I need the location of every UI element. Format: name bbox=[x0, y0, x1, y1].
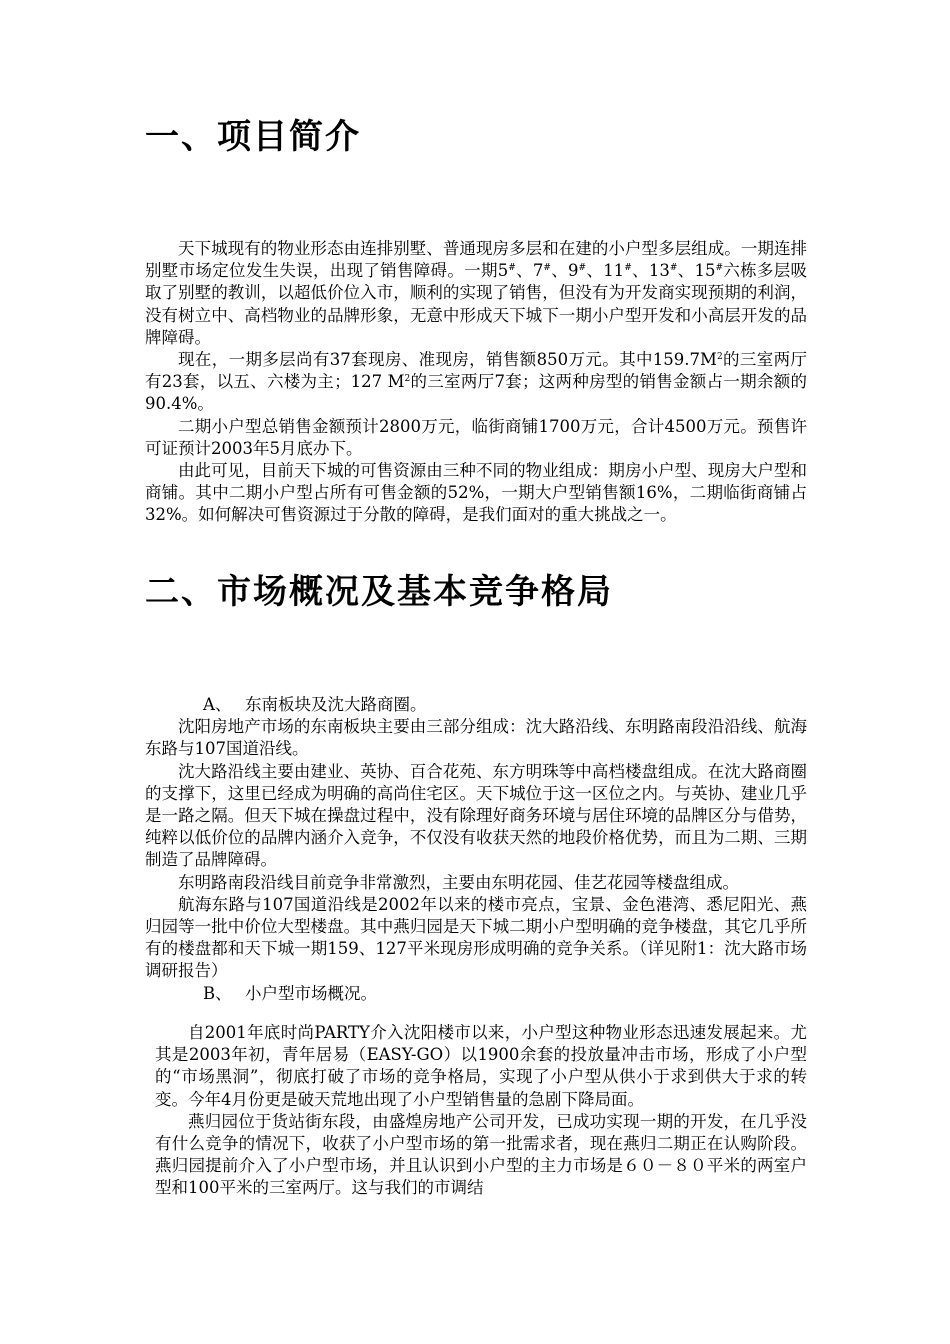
paragraph: 燕归园位于货站街东段，由盛煌房地产公司开发，已成功实现一期的开发，在几乎没有什么竞争的情况下，收获了小户型市场的第一批需求者，现在燕归二期正在认购阶段。燕归园提前介入了小户型市场，并且认识到小户型的主力市场是６０－８０平米的两室户型和100平米的三室两厅。这与我们的市调结 bbox=[155, 1111, 807, 1198]
list-item: A、 东南板块及沈大路商圈。 bbox=[203, 695, 427, 714]
section1-body bbox=[145, 238, 807, 527]
list-item: B、 小户型市场概况。 bbox=[203, 983, 377, 1003]
paragraph: 由此可见，目前天下城的可售资源由三种不同的物业组成：期房小户型、现房大户型和商铺。其中二期小户型占所有可售金额的52%，一期大户型销售额16%，二期临街商铺占32%。如何解决可售资源过于分散的障碍，是我们面对的重大挑战之一。 bbox=[145, 461, 807, 525]
section2-body bbox=[145, 694, 807, 1005]
paragraph: 东明路南段沿线目前竞争非常激烈，主要由东明花园、佳艺花园等楼盘组成。 bbox=[178, 872, 739, 892]
paragraph: 航海东路与107国道沿线是2002年以来的楼市亮点，宝景、金色港湾、悉尼阳光、燕归园等一批中价位大型楼盘。其中燕归园是天下城二期小户型明确的竞争楼盘，其它几乎所有的楼盘都和天下城一期159、127平米现房形成明确的竞争关系。（详见附1：沈大路市场调研报告） bbox=[145, 894, 807, 981]
paragraph: 天下城现有的物业形态由连排别墅、普通现房多层和在建的小户型多层组成。一期连排别墅市场定位发生失误，出现了销售障碍。一期5#、7#、9#、11#、13#、15#六栋多层吸取了别墅的教训，以超低价位入市，顺利的实现了销售，但没有为开发商实现预期的利润，没有树立中、高档物业的品牌形象，无意中形成天下城下一期小户型开发和小高层开发的品牌障碍。 bbox=[145, 239, 808, 347]
paragraph: 沈大路沿线主要由建业、英协、百合花苑、东方明珠等中高档楼盘组成。在沈大路商圈的支撑下，这里已经成为明确的高尚住宅区。天下城位于这一区位之内。与英协、建业几乎是一路之隔。但天下城在操盘过程中，没有除理好商务环境与居住环境的品牌区分与借势，纯粹以低价位的品牌内涵介入竞争，不仅没有收获天然的地段价格优势，而且为二期、三期制造了品牌障碍。 bbox=[145, 761, 807, 870]
paragraph: 二期小户型总销售金额预计2800万元，临街商铺1700万元，合计4500万元。预售许可证预计2003年5月底办下。 bbox=[145, 416, 807, 458]
paragraph: 沈阳房地产市场的东南板块主要由三部分组成：沈大路沿线、东明路南段沿沿线、航海东路与107国道沿线。 bbox=[145, 717, 807, 759]
section2-body-continued bbox=[155, 1022, 807, 1200]
section1-heading: 一、项目简介 bbox=[145, 117, 361, 157]
section2-heading: 二、市场概况及基本竞争格局 bbox=[145, 572, 613, 612]
paragraph: 现在，一期多层尚有37套现房、准现房，销售额850万元。其中$159.7M^2$的三室两厅有23套，以五、六楼为主；127 $M^2$的三室两厅7套；这两种房型的销售金额占一期余额的90.4%。 bbox=[145, 350, 808, 414]
paragraph: 自2001年底时尚PARTY介入沈阳楼市以来，小户型这种物业形态迅速发展起来。尤其是2003年初，青年居易（EASY-GO）以1900余套的投放量冲击市场，形成了小户型的“市场黑洞”，彻底打破了市场的竞争格局，实现了小户型从供小于求到供大于求的转变。今年4月份更是破天荒地出现了小户型销售量的急剧下降局面。 bbox=[155, 1023, 807, 1109]
